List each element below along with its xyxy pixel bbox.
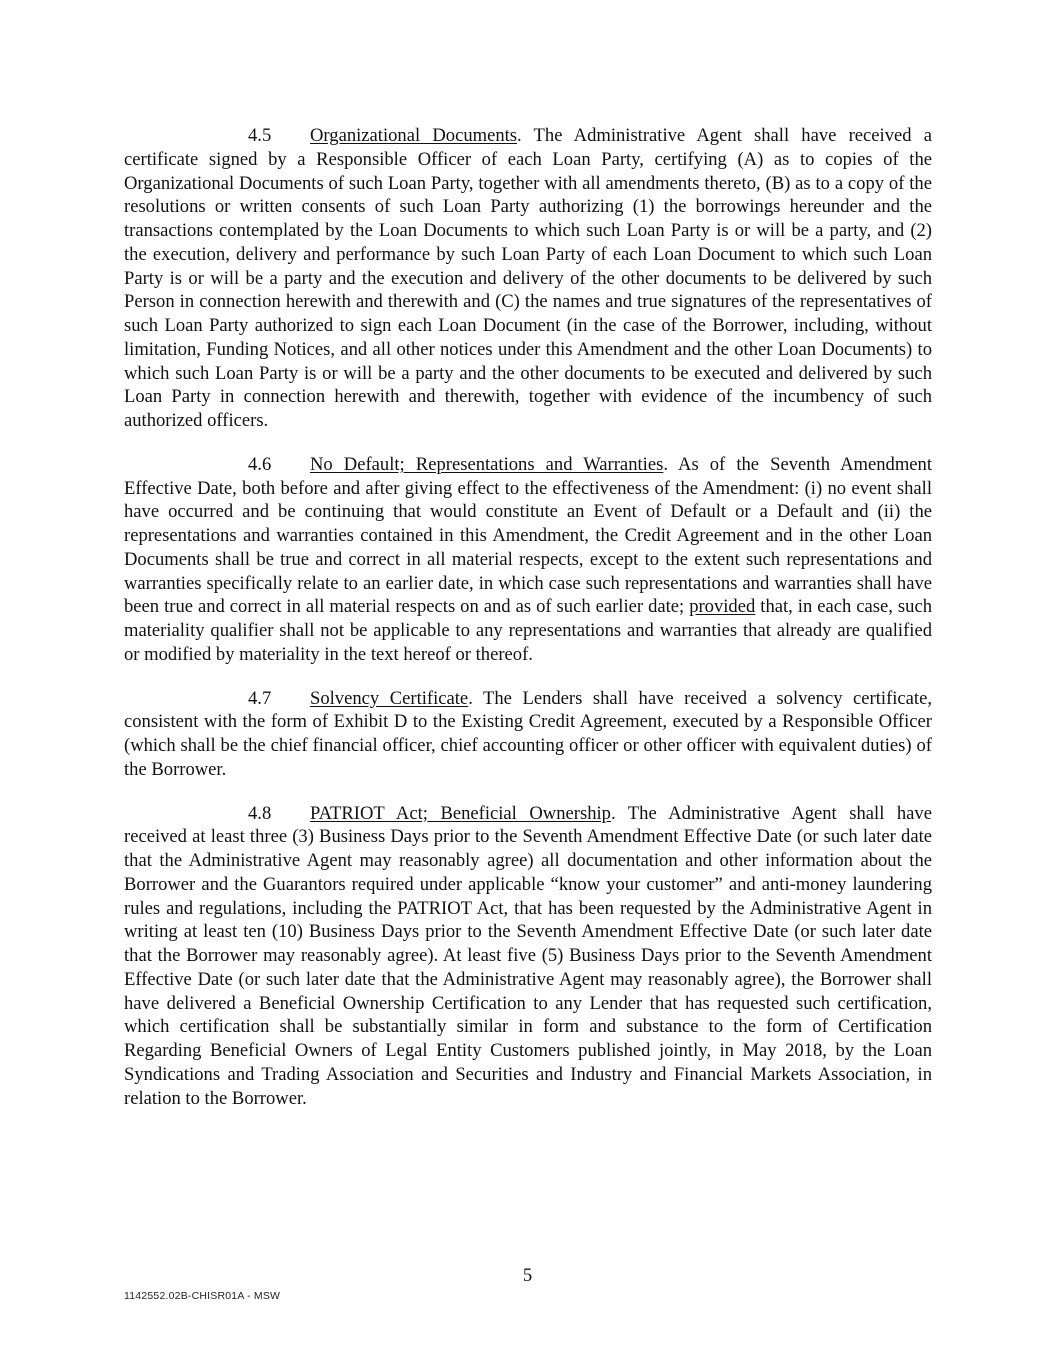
section-number: 4.8	[248, 802, 272, 824]
section-number: 4.7	[248, 687, 272, 709]
section-number: 4.5	[248, 125, 272, 146]
section-body-continued: that, in each case, such materiality qualifier shall not be applicable to any representations and warranties that already are qualified or modified by materiality in the text hereof or thereof.	[124, 596, 932, 665]
page-number: 5	[522, 1265, 533, 1286]
section-body: . The Administrative Agent shall have received a certificate signed by a Responsible Officer of each Loan Party, certifying (A) as to copies of the Organizational Documents of such Loan Party, together with all amendments thereto, (B) as to a copy of the resolutions or written consents of such Loan Party authorizing (1) the borrowings hereunder and the transactions contemplated by the Loan Documents to which such Loan Party is or will be a party, and (2) the execution, delivery and performance by such Loan Party of each Loan Document to which such Loan Party is or will be a party and the execution and delivery of the other documents to be delivered by such Person in connection herewith and therewith and (C) the names and true signatures of the representatives of such Loan Party authorized to sign each Loan Document (in the case of the Borrower, including, without limitation, Funding Notices, and all other notices under this Amendment and the other Loan Documents) to which such Loan Party is or will be a party and the other documents to be executed and delivered by such Loan Party in connection herewith and therewith, together with evidence of the incumbency of such authorized officers.	[124, 125, 933, 431]
section-heading: PATRIOT Act; Beneficial Ownership	[310, 802, 611, 824]
section-heading: Solvency Certificate	[310, 687, 469, 709]
section-4-7	[124, 687, 932, 782]
section-heading: Organizational Documents	[310, 125, 518, 146]
section-4-8	[124, 802, 932, 1111]
section-number: 4.6	[248, 453, 272, 475]
section-4-5	[124, 124, 932, 433]
section-4-6	[124, 453, 932, 667]
section-body: . As of the Seventh Amendment Effective Date, both before and after giving effect to the effectiveness of the Amendment: (i) no event shall have occurred and be continuing that would constitute an Event of Default or a Default and (ii) the representations and warranties contained in this Amendment, the Credit Agreement and in the other Loan Documents shall be true and correct in all material respects, except to the extent such representations and warranties specifically relate to an earlier date, in which case such representations and warranties shall have been true and correct in all material respects on and as of such earlier date;	[124, 453, 932, 618]
section-body: . The Lenders shall have received a solvency certificate, consistent with the form of Exhibit D to the Existing Credit Agreement, executed by a Responsible Officer (which shall be the chief financial officer, chief accounting officer or other officer with equivalent duties) of the Borrower.	[124, 687, 932, 780]
document-page	[124, 124, 932, 1130]
section-heading: No Default; Representations and Warranties	[310, 453, 664, 475]
document-id: 1142552.02B-CHISR01A - MSW	[124, 1290, 281, 1302]
section-body: . The Administrative Agent shall have received at least three (3) Business Days prior to the Seventh Amendment Effective Date (or such later date that the Administrative Agent may reasonably agree) all documentation and other information about the Borrower and the Guarantors required under applicable “know your customer” and anti-money laundering rules and regulations, including the PATRIOT Act, that has been requested by the Administrative Agent in writing at least ten (10) Business Days prior to the Seventh Amendment Effective Date (or such later date that the Borrower may reasonably agree). At least five (5) Business Days prior to the Seventh Amendment Effective Date (or such later date that the Administrative Agent may reasonably agree), the Borrower shall have delivered a Beneficial Ownership Certification to any Lender that has requested such certification, which certification shall be substantially similar in form and substance to the form of Certification Regarding Beneficial Owners of Legal Entity Customers published jointly, in May 2018, by the Loan Syndications and Trading Association and Securities and Industry and Financial Markets Association, in relation to the Borrower.	[124, 802, 932, 1109]
provided-term: provided	[689, 596, 756, 618]
